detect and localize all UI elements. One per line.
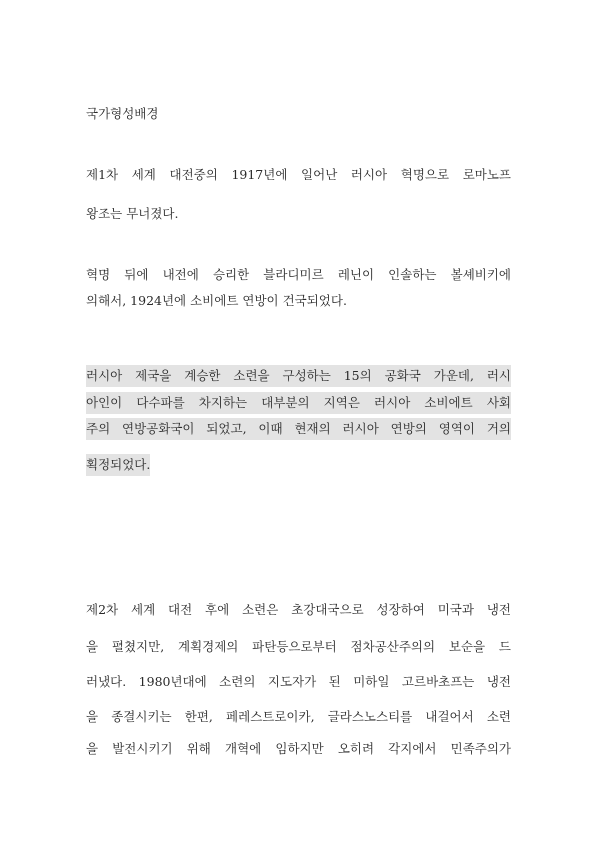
paragraph-4-line-5: 을 발전시키기 위해 개혁에 임하지만 오히려 각지에서 민족주의가 [86, 741, 511, 756]
paragraph-4-line-1: 제2차 세계 대전 후에 소련은 초강대국으로 성장하여 미국과 냉전 [86, 602, 511, 617]
paragraph-2-line-2: 의해서, 1924년에 소비에트 연방이 건국되었다. [86, 293, 347, 308]
highlighted-paragraph-line-1: 러시아 제국을 계승한 소련을 구성하는 15의 공화국 가운데, 러시 [86, 365, 511, 387]
paragraph-4-line-2: 을 펼쳤지만, 계획경제의 파탄등으로부터 점차공산주의의 보순을 드 [86, 639, 511, 654]
highlighted-paragraph-line-2: 아인이 다수파를 차지하는 대부분의 지역은 러시아 소비에트 사회 [86, 392, 511, 414]
paragraph-1-line-1: 제1차 세계 대전중의 1917년에 일어난 러시아 혁명으로 로마노프 [86, 167, 511, 182]
paragraph-2-line-1: 혁명 뒤에 내전에 승리한 블라디미르 레닌이 인솔하는 볼셰비키에 [86, 267, 511, 282]
highlighted-paragraph-line-4: 획정되었다. [86, 454, 150, 476]
paragraph-4-line-4: 을 종결시키는 한편, 페레스트로이카, 글라스노스티를 내걸어서 소련 [86, 709, 511, 724]
highlighted-paragraph-line-3: 주의 연방공화국이 되었고, 이때 현재의 러시아 연방의 영역이 거의 [86, 418, 511, 440]
paragraph-1-line-2: 왕조는 무너졌다. [86, 206, 179, 221]
section-heading: 국가형성배경 [86, 106, 159, 121]
paragraph-4-line-3: 러냈다. 1980년대에 소련의 지도자가 된 미하일 고르바초프는 냉전 [86, 674, 511, 689]
